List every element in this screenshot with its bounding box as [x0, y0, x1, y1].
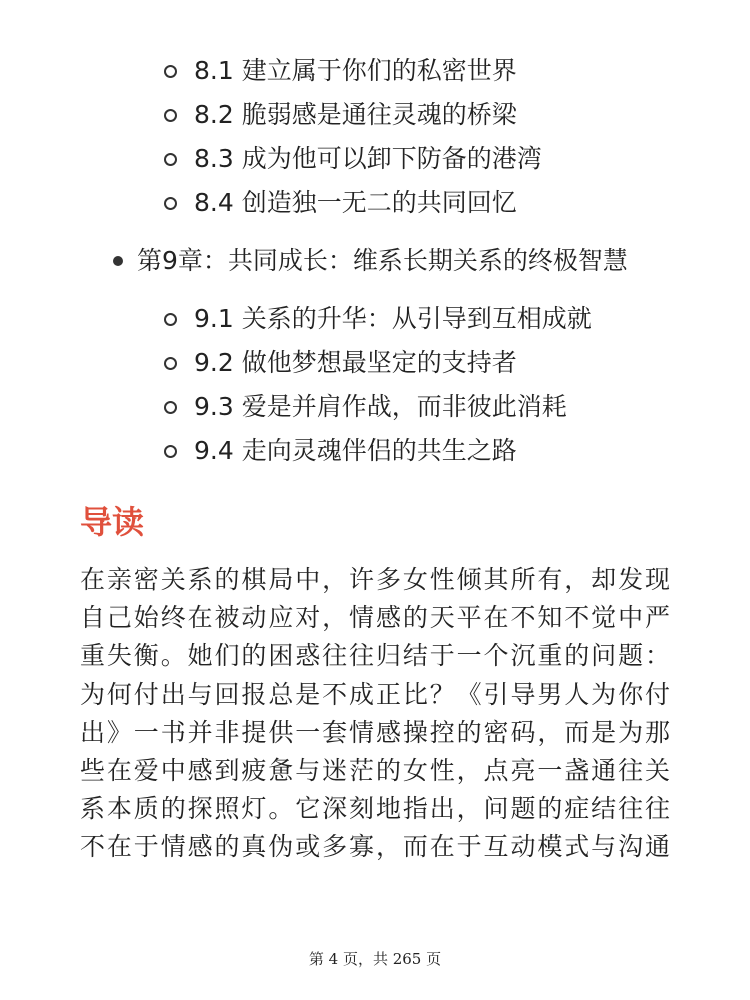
toc-item-label: 9.4 走向灵魂伴侣的共生之路 — [194, 436, 517, 465]
intro-paragraph — [80, 561, 670, 867]
toc-item-8-1[interactable] — [160, 51, 517, 91]
toc-item-9-1[interactable] — [160, 299, 592, 339]
hollow-bullet-icon — [164, 153, 177, 166]
hollow-bullet-icon — [164, 357, 177, 370]
hollow-bullet-icon — [164, 197, 177, 210]
toc-item-8-2[interactable] — [160, 95, 517, 135]
toc-item-label: 8.4 创造独一无二的共同回忆 — [194, 188, 517, 217]
hollow-bullet-icon — [164, 445, 177, 458]
paragraph-line: 出》一书并非提供一套情感操控的密码，而是为那 — [80, 717, 670, 747]
toc-item-label: 9.2 做他梦想最坚定的支持者 — [194, 348, 517, 377]
toc-item-label: 8.3 成为他可以卸下防备的港湾 — [194, 144, 542, 173]
toc-item-label: 9.3 爱是并肩作战，而非彼此消耗 — [194, 392, 567, 421]
toc-item-label: 8.1 建立属于你们的私密世界 — [194, 56, 517, 85]
hollow-bullet-icon — [164, 401, 177, 414]
paragraph-line: 重失衡。她们的困惑往往归结于一个沉重的问题： — [80, 641, 670, 671]
toc-item-9-3[interactable] — [160, 387, 567, 427]
toc-item-label: 8.2 脆弱感是通往灵魂的桥梁 — [194, 100, 517, 129]
toc-item-8-4[interactable] — [160, 183, 517, 223]
paragraph-line: 为何付出与回报总是不成正比？《引导男人为你付 — [80, 679, 670, 709]
paragraph-line: 不在于情感的真伪或多寡，而在于互动模式与沟通 — [80, 832, 670, 862]
hollow-bullet-icon — [164, 313, 177, 326]
toc-chapter-9[interactable] — [110, 241, 628, 281]
paragraph-line: 系本质的探照灯。它深刻地指出，问题的症结往往 — [80, 794, 670, 824]
toc-item-9-4[interactable] — [160, 431, 517, 471]
hollow-bullet-icon — [164, 109, 177, 122]
intro-heading: 导读 — [80, 503, 145, 541]
paragraph-line: 在亲密关系的棋局中，许多女性倾其所有，却发现 — [80, 565, 670, 594]
toc-chapter-label: 第9章：共同成长：维系长期关系的终极智慧 — [137, 246, 628, 275]
filled-bullet-icon — [113, 256, 123, 266]
toc-item-label: 9.1 关系的升华：从引导到互相成就 — [194, 304, 592, 333]
hollow-bullet-icon — [164, 65, 177, 78]
paragraph-line: 自己始终在被动应对，情感的天平在不知不觉中严 — [80, 603, 670, 633]
page-number: 第 4 页，共 265 页 — [308, 950, 442, 968]
toc-item-9-2[interactable] — [160, 343, 517, 383]
toc-item-8-3[interactable] — [160, 139, 542, 179]
paragraph-line: 些在爱中感到疲惫与迷茫的女性，点亮一盏通往关 — [80, 756, 670, 786]
